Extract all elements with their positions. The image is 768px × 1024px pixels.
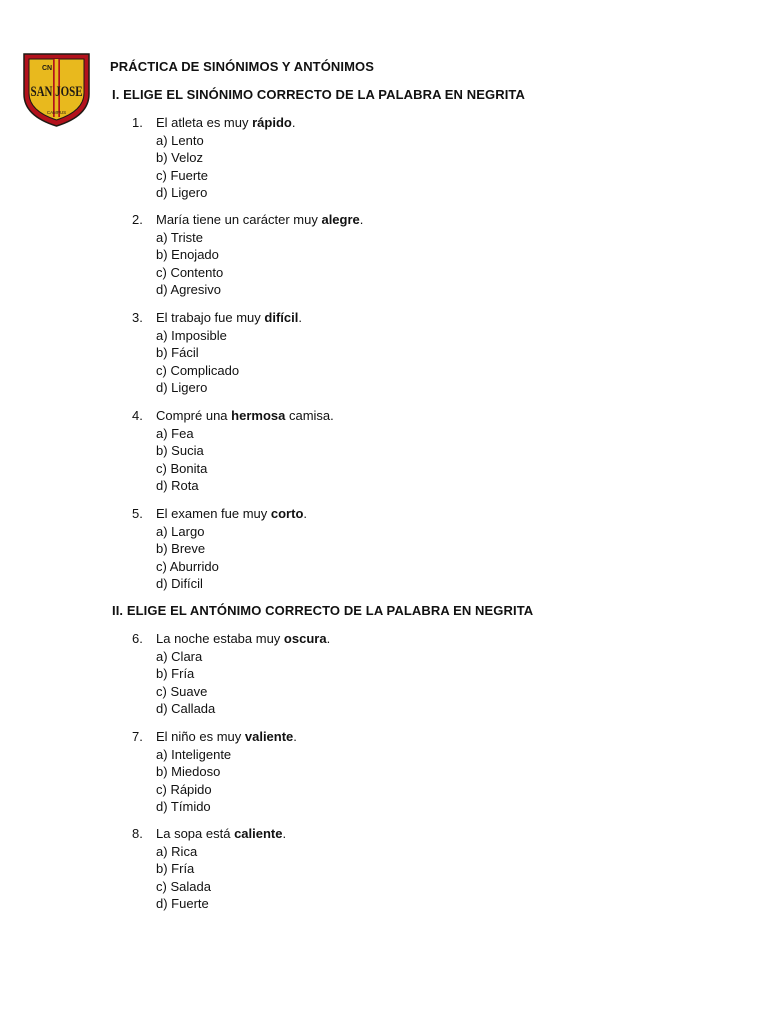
question-number: 7. — [132, 729, 143, 744]
question-2 — [132, 211, 632, 299]
question-number: 6. — [132, 631, 143, 646]
answer-option: a) Lento — [156, 132, 204, 148]
bold-target-word: hermosa — [231, 408, 286, 423]
answer-option: d) Difícil — [156, 576, 203, 592]
question-text: María tiene un carácter muy — [156, 212, 322, 227]
question-text: El trabajo fue muy — [156, 310, 265, 325]
question-8 — [132, 825, 632, 913]
question-3 — [132, 309, 632, 397]
question-4 — [132, 407, 632, 495]
answer-option: d) Ligero — [156, 380, 208, 396]
question-text-end: camisa. — [285, 408, 334, 423]
answer-option: d) Fuerte — [156, 896, 209, 912]
logo-text-main: SAN JOSE — [30, 84, 83, 100]
question-7 — [132, 728, 632, 816]
answer-option: c) Fuerte — [156, 167, 209, 183]
bold-target-word: rápido — [252, 115, 292, 130]
answer-option: c) Suave — [156, 683, 208, 699]
answer-option: b) Sucia — [156, 443, 204, 459]
question-text-end: . — [326, 631, 331, 646]
question-text: Compré una — [156, 408, 232, 423]
question-text-end: . — [293, 729, 297, 744]
question-number: 1. — [132, 115, 143, 130]
bold-target-word: difícil — [264, 310, 299, 325]
question-text-end: . — [303, 506, 308, 521]
question-5 — [132, 505, 632, 593]
question-6 — [132, 630, 632, 718]
answer-option: a) Rica — [156, 843, 198, 859]
section-antonyms-title: II. ELIGE EL ANTÓNIMO CORRECTO DE LA PALABRA EN NEGRITA — [112, 603, 534, 618]
bold-target-word: valiente — [244, 729, 294, 744]
answer-option: d) Agresivo — [156, 282, 222, 298]
question-text-end: . — [282, 826, 287, 841]
question-text: El atleta es muy — [156, 115, 253, 130]
answer-option: a) Imposible — [156, 327, 227, 343]
answer-option: d) Callada — [156, 701, 216, 717]
question-text-end: . — [359, 212, 364, 227]
logo-text-top: CN — [42, 65, 53, 72]
answer-option: c) Aburrido — [156, 558, 219, 574]
answer-option: b) Fría — [156, 861, 195, 877]
bold-target-word: corto — [270, 506, 304, 521]
answer-option: b) Breve — [156, 541, 206, 557]
question-number: 2. — [132, 212, 143, 227]
section-synonyms-title: I. ELIGE EL SINÓNIMO CORRECTO DE LA PALABRA EN NEGRITA — [112, 87, 525, 102]
answer-option: a) Largo — [156, 523, 205, 539]
question-text: La sopa está — [156, 826, 235, 841]
answer-option: a) Fea — [156, 425, 194, 441]
logo-text-bottom: CAMPUS — [46, 110, 67, 115]
page-title: PRÁCTICA DE SINÓNIMOS Y ANTÓNIMOS — [110, 59, 375, 74]
bold-target-word: oscura — [283, 631, 327, 646]
answer-option: c) Complicado — [156, 362, 240, 378]
question-number: 5. — [132, 506, 143, 521]
question-text-end: . — [298, 310, 302, 325]
answer-option: c) Rápido — [156, 781, 212, 797]
answer-option: b) Fácil — [156, 345, 199, 361]
question-text: El examen fue muy — [156, 506, 271, 521]
answer-option: b) Miedoso — [156, 764, 221, 780]
answer-option: b) Enojado — [156, 247, 219, 263]
bold-target-word: alegre — [321, 212, 360, 227]
question-number: 8. — [132, 826, 143, 841]
answer-option: a) Clara — [156, 648, 203, 664]
answer-option: a) Triste — [156, 229, 203, 245]
question-text: El niño es muy — [156, 729, 245, 744]
answer-option: b) Veloz — [156, 150, 203, 166]
answer-option: c) Bonita — [156, 460, 208, 476]
bold-target-word: caliente — [234, 826, 283, 841]
answer-option: d) Rota — [156, 478, 199, 494]
question-text: La noche estaba muy — [156, 631, 284, 646]
question-number: 3. — [132, 310, 143, 325]
answer-option: d) Ligero — [156, 185, 208, 201]
answer-option: a) Inteligente — [156, 746, 232, 762]
question-text-end: . — [291, 115, 296, 130]
school-crest-logo — [20, 50, 93, 128]
answer-option: d) Tímido — [156, 799, 211, 815]
answer-option: c) Contento — [156, 264, 224, 280]
question-1 — [132, 114, 632, 202]
answer-option: c) Salada — [156, 878, 211, 894]
question-number: 4. — [132, 408, 143, 423]
answer-option: b) Fría — [156, 666, 195, 682]
